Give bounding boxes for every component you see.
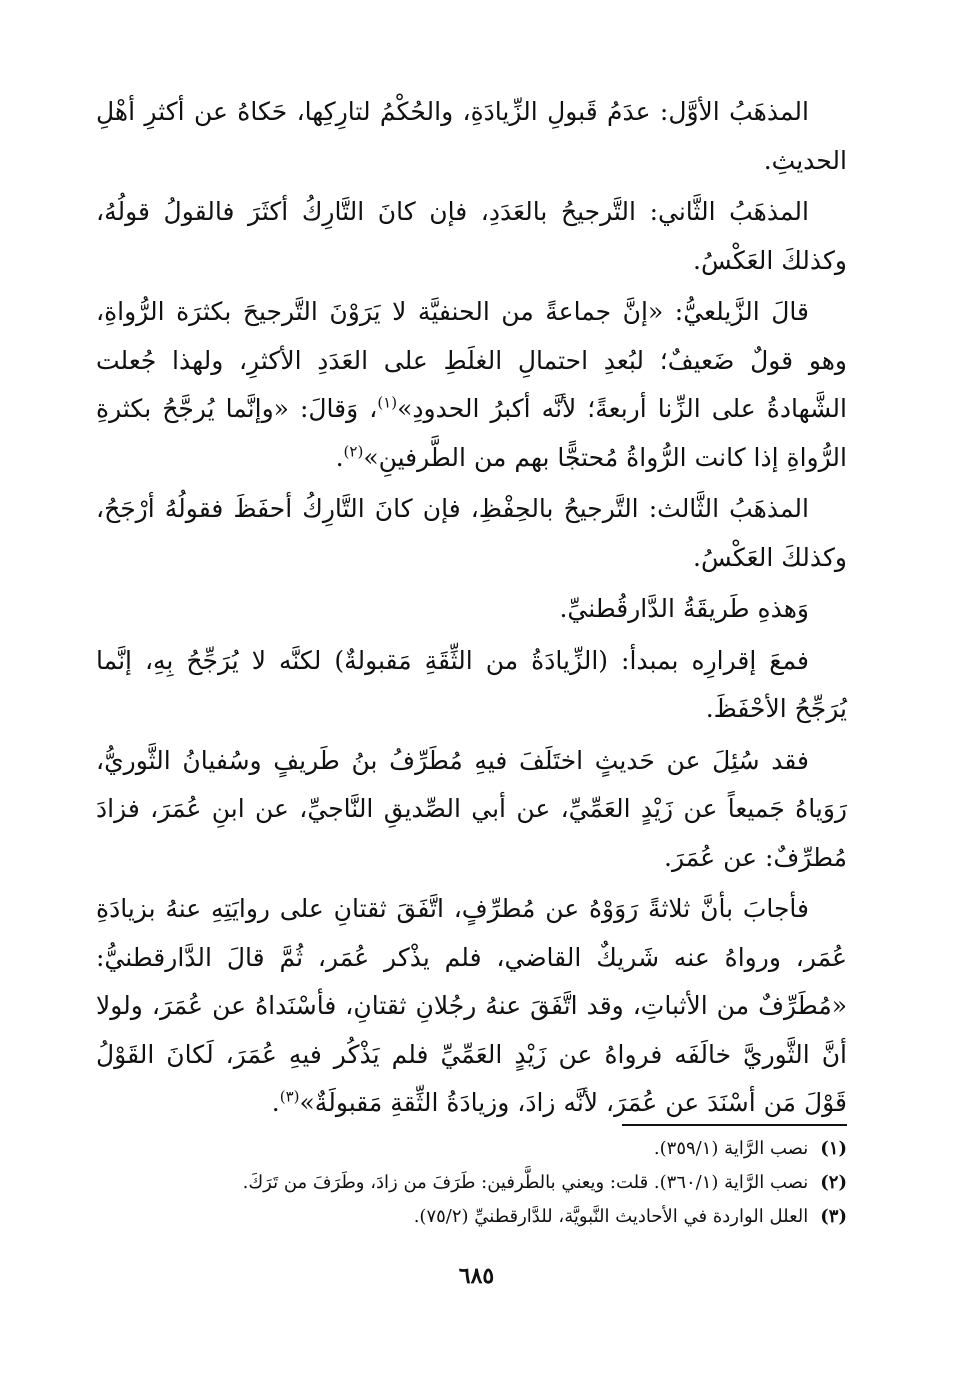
page-number: ٦٨٥	[458, 1263, 495, 1289]
footnote-text: العلل الواردة في الأحاديث النَّبويَّة، للدَّارقطنيِّ (٧٥/٢).	[413, 1206, 809, 1227]
footnotes-list	[96, 1132, 847, 1234]
paragraph-ziyada-principle: فمعَ إقرارِه بمبدأ: (الزِّيادَةُ من الثِّقَةِ مَقبولةٌ) لكنَّه لا يُرَجِّحُ بِهِ، إنَّما يُرَجِّحُ الأحْفَظَ.	[96, 645, 847, 723]
paragraph-zaylai-text-continued: ، وَقالَ: «وإنَّما يُرجَّحُ بكثرةِ الرُّواةِ إذا كانت الرُّواةُ مُحتجًّا بهم من الطَّرفينِ»	[96, 394, 847, 472]
page-body	[96, 88, 847, 1128]
footnote-item	[96, 1200, 847, 1234]
footnote-marker-1: (١)	[377, 393, 398, 412]
paragraph-hadith-question: فقد سُئِلَ عن حَديثٍ اختَلَفَ فيهِ مُطَرِّفُ بنُ طَريفٍ وسُفيانُ الثَّوريُّ، رَوَياهُ جَميعاً عن زَيْدٍ العَمِّيِّ، عن أبي الصِّديقِ النَّاجيِّ، عن ابنِ عُمَرَ، فزادَ مُطرِّفٌ: عن عُمَرَ.	[96, 745, 847, 872]
paragraph-daraqutni-answer	[96, 885, 847, 1128]
paragraph-zaylai-end: .	[335, 442, 344, 472]
footnote-divider	[622, 1124, 847, 1126]
paragraph-zaylai-quote	[96, 288, 847, 482]
footnote-marker-3: (٣)	[279, 1087, 300, 1106]
footnote-number: (٣)	[820, 1206, 847, 1227]
paragraph-answer-text: فأجابَ بأنَّ ثلاثةً رَوَوْهُ عن مُطرِّفٍ، اتَّفَقَ ثقتانِ على روايَتِهِ عنهُ بزيادَةِ عُمَر، ورواهُ عنه شَريكٌ القاضي، فلم يذْكر عُمَر، ثُمَّ قالَ الدَّارقطنيُّ: «مُطَرِّفٌ من الأثباتِ، وقد اتَّفَقَ عنهُ رجُلانِ ثقتانِ، فأسْنَداهُ عن عُمَرَ، ولولا أنَّ الثَّوريَّ خالَفَه فرواهُ عن زَيْدٍ العَمِّيِّ فلم يَذْكُر فيهِ عُمَرَ، لَكانَ القَوْلُ قَوْلَ مَن أسْنَدَ عن عُمَرَ، لأنَّه زادَ، وزيادَةُ الثِّقةِ مَقبولَةٌ»	[96, 894, 847, 1117]
footnote-number: (١)	[820, 1138, 847, 1159]
paragraph-daraqutni-method: وَهذهِ طَريقَةُ الدَّارقُطنيِّ.	[559, 594, 809, 623]
paragraph-third-madhhab: المذهَبُ الثَّالث: التَّرجيحُ بالحِفْظِ، فإن كانَ التَّارِكُ أحفَظَ فقولُهُ أرْجَحُ، وكذلكَ العَكْسُ.	[96, 494, 847, 572]
paragraph-first-madhhab: المذهَبُ الأوَّل: عدَمُ قَبولِ الزِّيادَةِ، والحُكْمُ لتارِكِها، حَكاهُ عن أكثرِ أهْلِ الحديثِ.	[96, 97, 847, 175]
footnote-item	[96, 1166, 847, 1200]
footnote-marker-2: (٢)	[343, 442, 364, 461]
footnote-number: (٢)	[820, 1172, 847, 1193]
footnote-text: نصب الرَّاية (٣٥٩/١).	[653, 1138, 809, 1159]
footnote-text: نصب الرَّاية (٣٦٠/١). قلت: ويعني بالطَّرفين: طَرَفَ من زادَ، وطَرَفَ من تَرَكَ.	[242, 1172, 809, 1193]
paragraph-zaylai-text: قالَ الزَّيلعيُّ: «إنَّ جماعةً من الحنفيَّة لا يَرَوْنَ التَّرجيحَ بكثرَة الرُّواةِ، وهو قولٌ ضَعيفٌ؛ لبُعدِ احتمالِ الغلَطِ على العَدَدِ الأكثرِ، ولهذا جُعلت الشَّهادةُ على الزِّنا أربعةً؛ لأنَّه أكبرُ الحدودِ»	[96, 297, 847, 423]
footnote-item	[96, 1132, 847, 1166]
paragraph-second-madhhab: المذهَبُ الثَّاني: التَّرجيحُ بالعَدَدِ، فإن كانَ التَّارِكُ أكثَرَ فالقولُ قولُهُ، وكذلكَ العَكْسُ.	[96, 197, 847, 275]
paragraph-answer-end: .	[271, 1088, 280, 1117]
